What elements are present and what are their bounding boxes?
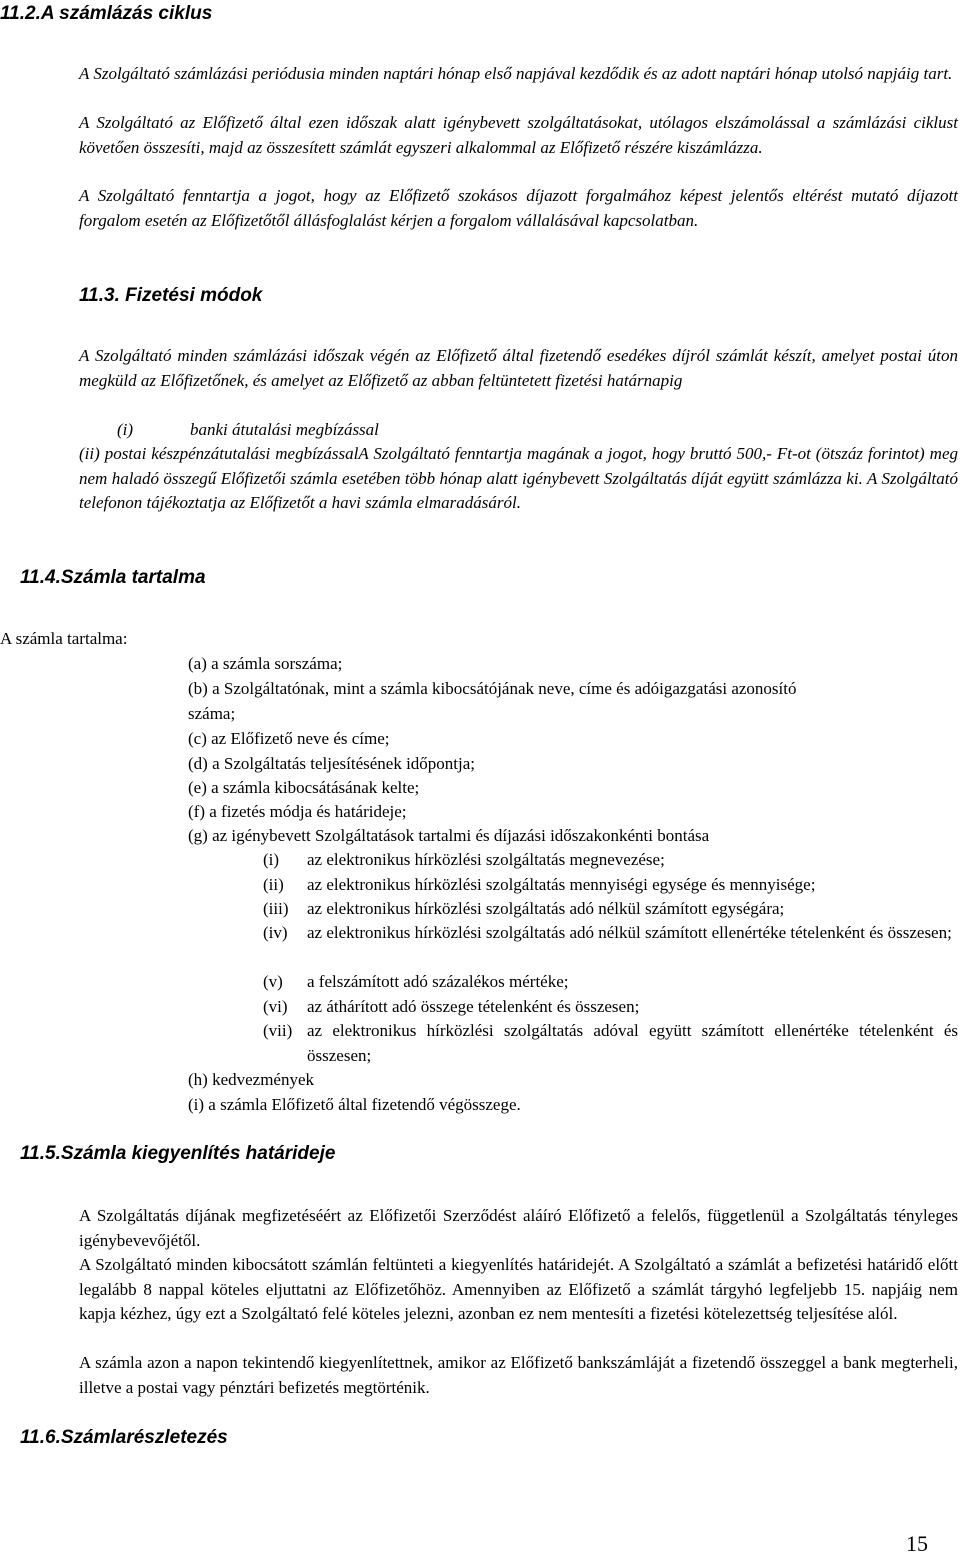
list-item: (e) a számla kibocsátásának kelte; <box>188 778 420 797</box>
sublist-item-number: (vii) <box>263 1021 293 1040</box>
paragraph-billing-aggregation: A Szolgáltató az Előfizető által ezen időszak alatt igénybevett szolgáltatásokat, utólagos elszámolással a számlázási ciklust követően összesíti, majd az összesített számlát egyszeri alkalommal az Előfizető részére kiszámlázza. <box>79 113 958 157</box>
paragraph-payment-responsibility: A Szolgáltatás díjának megfizetéséért az Előfizetői Szerződést aláíró Előfizető a felelős, függetlenül a Szolgáltatás tényleges igénybevevőjétől. <box>79 1206 958 1250</box>
paragraph-traffic-deviation: A Szolgáltató fenntartja a jogot, hogy az Előfizető szokásos díjazott forgalmához képest jelentős eltérést mutató díjazott forgalom esetén az Előfizetőtől állásfoglalást kérjen a forgalom vállalásával kapcsolatban. <box>79 186 958 230</box>
section-heading-11-6: 11.6.Számlarészletezés <box>20 1427 228 1448</box>
sublist-item <box>263 921 958 970</box>
sublist-item <box>263 897 958 921</box>
sublist-item-number: (iii) <box>263 899 289 918</box>
payment-option-number: (i) <box>117 420 134 439</box>
list-item: (b) a Szolgáltatónak, mint a számla kibocsátójának neve, címe és adóigazgatási azonosító <box>188 679 797 698</box>
invoice-content-label: A számla tartalma: <box>0 629 128 648</box>
sublist-item-text: az áthárított adó összege tételenként és összesen; <box>307 997 640 1016</box>
sublist-item <box>263 1019 958 1068</box>
sublist-item-number: (v) <box>263 972 283 991</box>
list-item: (c) az Előfizető neve és címe; <box>188 729 390 748</box>
section-heading-11-3: 11.3. Fizetési módok <box>79 285 263 306</box>
list-item: (a) a számla sorszáma; <box>188 654 343 673</box>
sublist-item-text: az elektronikus hírközlési szolgáltatás adó nélkül számított egységára; <box>307 899 785 918</box>
page-number: 15 <box>906 1531 928 1556</box>
section-heading-11-4: 11.4.Számla tartalma <box>20 567 206 588</box>
list-item: száma; <box>188 704 236 723</box>
sublist-item-number: (i) <box>263 850 280 869</box>
paragraph-payment-invoice: A Szolgáltató minden számlázási időszak végén az Előfizető által fizetendő esedékes díjról számlát készít, amelyet postai úton megküld az Előfizetőnek, és amelyet az Előfizető az abban feltüntetett fizetési határnapig <box>79 346 958 390</box>
sublist-item <box>263 995 958 1019</box>
sublist-item-number: (ii) <box>263 875 284 894</box>
section-heading-11-5: 11.5.Számla kiegyenlítés határideje <box>20 1143 336 1164</box>
paragraph-billing-period: A Szolgáltató számlázási periódusia minden naptári hónap első napjával kezdődik és az adott naptári hónap utolsó napjáig tart. <box>79 64 953 83</box>
list-item: (d) a Szolgáltatás teljesítésének időpontja; <box>188 754 476 773</box>
sublist-item <box>263 848 958 872</box>
sublist-item-text: az elektronikus hírközlési szolgáltatás adóval együtt számított ellenértéke tételenként és összesen; <box>307 1021 958 1065</box>
sublist-item-text: az elektronikus hírközlési szolgáltatás megnevezése; <box>307 850 665 869</box>
sublist-item-number: (vi) <box>263 997 288 1016</box>
sublist-item-text: az elektronikus hírközlési szolgáltatás adó nélkül számított ellenértéke tételenként és összesen; <box>307 923 952 942</box>
paragraph-postal-payment: (ii) postai készpénzátutalási megbízássalA Szolgáltató fenntartja magának a jogot, hogy bruttó 500,- Ft-ot (ötszáz forintot) meg nem haladó összegű Előfizetői számla esetében több hónap alatt igénybevett Szolgáltatás díját együtt számlázza ki. A Szolgáltató telefonon tájékoztatja az Előfizetőt a havi számla elmaradásáról. <box>79 444 958 512</box>
sublist-item-text: a felszámított adó százalékos mértéke; <box>307 972 569 991</box>
list-item: (h) kedvezmények <box>188 1070 315 1089</box>
paragraph-payment-deadline: A Szolgáltató minden kibocsátott számlán feltünteti a kiegyenlítés határidejét. A Szolgáltató a számlát a befizetési határidő előtt legalább 8 nappal köteles eljuttatni az Előfizetőhöz. Amennyiben az Előfizető a számlát tárgyhó legfeljebb 15. napjáig nem kapja kézhez, úgy ezt a Szolgáltató felé köteles jelezni, azonban ez nem mentesíti a fizetési kötelezettség teljesítése alól. <box>79 1255 958 1323</box>
list-item: (f) a fizetés módja és határideje; <box>188 802 407 821</box>
list-item: (i) a számla Előfizető által fizetendő végösszege. <box>188 1095 521 1114</box>
paragraph-payment-settled: A számla azon a napon tekintendő kiegyenlítettnek, amikor az Előfizető bankszámláját a fizetendő összeggel a bank megterheli, illetve a postai vagy pénztári befizetés megtörténik. <box>79 1353 958 1397</box>
list-item: (g) az igénybevett Szolgáltatások tartalmi és díjazási időszakonkénti bontása <box>188 826 710 845</box>
sublist-item <box>263 873 958 897</box>
section-heading-11-2: 11.2.A számlázás ciklus <box>0 3 213 24</box>
sublist-item-number: (iv) <box>263 923 288 942</box>
sublist-item-text: az elektronikus hírközlési szolgáltatás mennyiségi egysége és mennyisége; <box>307 875 816 894</box>
payment-option-bank-transfer: banki átutalási megbízással <box>190 420 379 439</box>
sublist-item <box>263 970 958 994</box>
